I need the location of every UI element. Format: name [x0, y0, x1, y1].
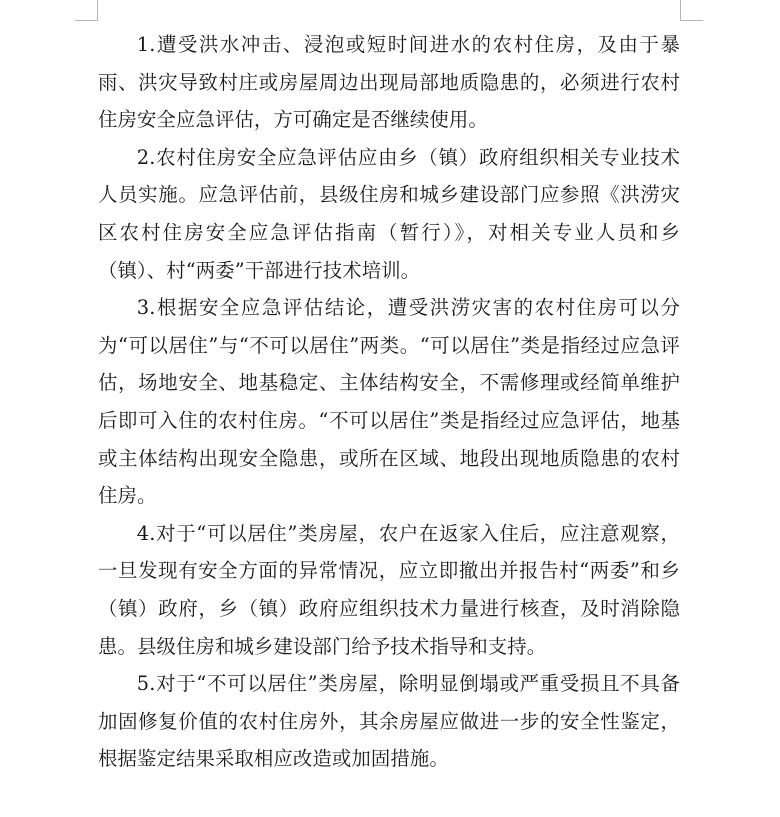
- paragraph-4: 4.对于“可以居住”类房屋，农户在返家入住后，应注意观察，一旦发现有安全方面的异常情况，应立即撤出并报告村“两委”和乡（镇）政府，乡（镇）政府应组织技术力量进行核查，及时消除隐患。县级住房和城乡建设部门给予技术指导和支持。: [98, 521, 680, 658]
- paragraph-3: 3.根据安全应急评估结论，遭受洪涝灾害的农村住房可以分为“可以居住”与“不可以居住”两类。“可以居住”类是指经过应急评估，场地安全、地基稳定、主体结构安全，不需修理或经简单维护后即可入住的农村住房。“不可以居住”类是指经过应急评估，地基或主体结构出现安全隐患，或所在区域、地段出现地质隐患的农村住房。: [98, 296, 680, 508]
- margin-corner-mark-right: [680, 0, 703, 21]
- paragraph-1: 1.遭受洪水冲击、浸泡或短时间进水的农村住房，及由于暴雨、洪灾导致村庄或房屋周边出现局部地质隐患的，必须进行农村住房安全应急评估，方可确定是否继续使用。: [98, 33, 680, 132]
- margin-corner-mark-left: [75, 0, 98, 21]
- paragraph-5: 5.对于“不可以居住”类房屋，除明显倒塌或严重受损且不具备加固修复价值的农村住房外，其余房屋应做进一步的安全性鉴定，根据鉴定结果采取相应改造或加固措施。: [98, 672, 680, 771]
- document-body: [98, 26, 680, 778]
- paragraph-2: 2.农村住房安全应急评估应由乡（镇）政府组织相关专业技术人员实施。应急评估前，县级住房和城乡建设部门应参照《洪涝灾区农村住房安全应急评估指南（暂行）》，对相关专业人员和乡（镇）、村“两委”干部进行技术培训。: [98, 145, 680, 282]
